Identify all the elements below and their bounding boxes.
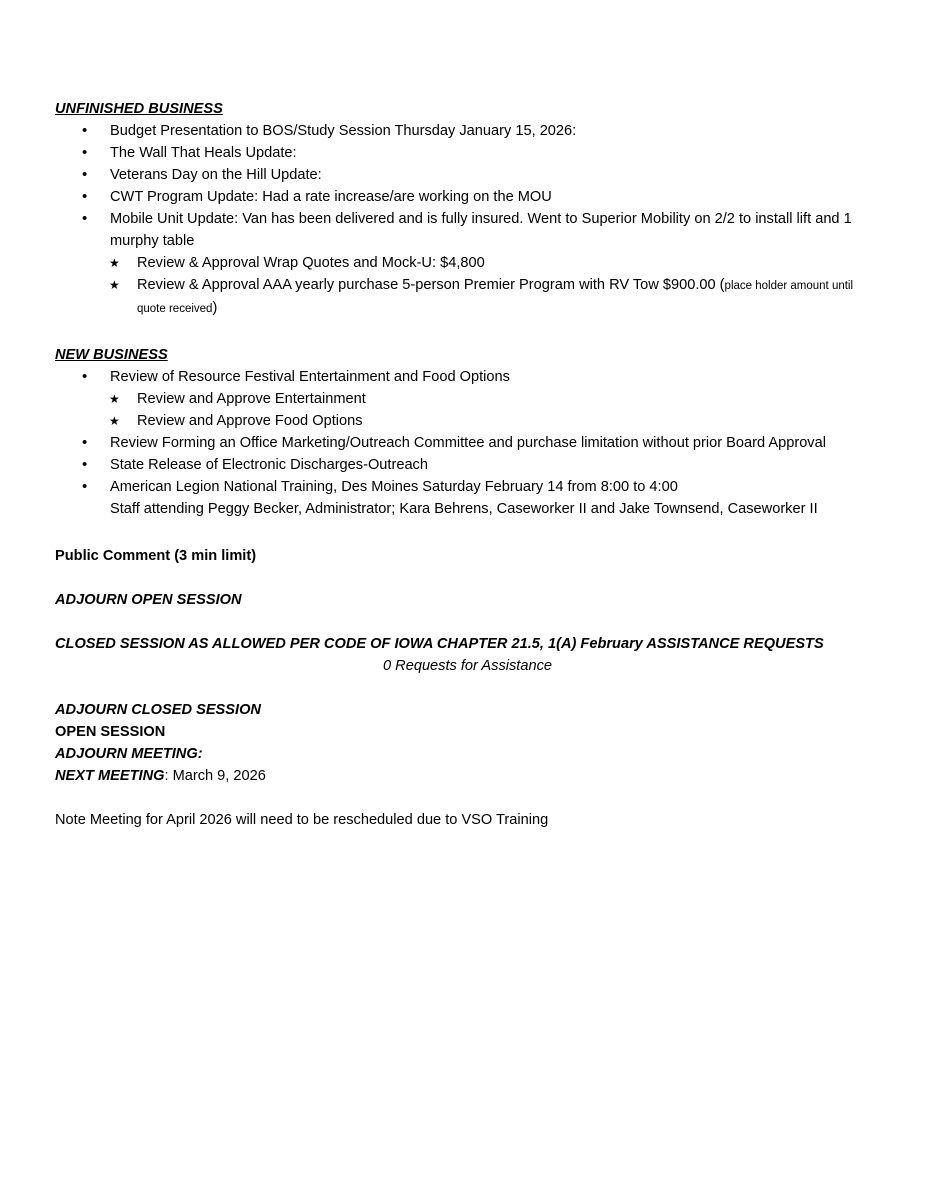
closed-session-title: CLOSED SESSION AS ALLOWED PER CODE OF IOWA CHAPTER 21.5, 1(A) February ASSISTANCE REQUESTS bbox=[55, 636, 824, 652]
list-item: • CWT Program Update: Had a rate increase/are working on the MOU bbox=[55, 186, 885, 208]
placeholder-note-close: ) bbox=[212, 300, 218, 316]
open-session: OPEN SESSION bbox=[55, 724, 166, 740]
festival-sublist bbox=[55, 388, 885, 432]
adjourn-meeting: ADJOURN MEETING: bbox=[55, 746, 203, 762]
list-item: • Review of Resource Festival Entertainment and Food Options bbox=[55, 366, 885, 388]
new-business-heading: NEW BUSINESS bbox=[55, 347, 168, 363]
new-business-list bbox=[55, 366, 885, 388]
unfinished-business-list bbox=[55, 120, 885, 252]
next-meeting-label: NEXT MEETING bbox=[55, 768, 165, 784]
list-item: • Mobile Unit Update: Van has been delivered and is fully insured. Went to Superior Mobility on 2/2 to install lift and 1 murphy table bbox=[55, 208, 885, 252]
next-meeting-date: : March 9, 2026 bbox=[164, 768, 266, 784]
list-item: • Budget Presentation to BOS/Study Session Thursday January 15, 2026: bbox=[55, 120, 885, 142]
list-item: • Review Forming an Office Marketing/Outreach Committee and purchase limitation without prior Board Approval bbox=[55, 432, 885, 454]
list-item: • Veterans Day on the Hill Update: bbox=[55, 164, 885, 186]
star-item-text: Review & Approval AAA yearly purchase 5-person Premier Program with RV Tow $900.00 ( bbox=[137, 277, 725, 293]
new-business-list-continued bbox=[55, 432, 885, 520]
list-item bbox=[55, 476, 885, 520]
star-item: ★ Review and Approve Food Options bbox=[55, 410, 885, 432]
unfinished-business-section bbox=[55, 98, 885, 320]
star-item bbox=[55, 274, 885, 320]
legion-line-1: American Legion National Training, Des Moines Saturday February 14 from 8:00 to 4:00 bbox=[110, 479, 678, 495]
closing-section bbox=[55, 699, 885, 787]
legion-line-2: Staff attending Peggy Becker, Administrator; Kara Behrens, Caseworker II and Jake Townsend, Caseworker II bbox=[110, 501, 818, 517]
placeholder-note: place holder amount until quote received bbox=[137, 280, 854, 315]
new-business-section bbox=[55, 344, 885, 520]
public-comment: Public Comment (3 min limit) bbox=[55, 548, 257, 564]
adjourn-closed-session: ADJOURN CLOSED SESSION bbox=[55, 702, 261, 718]
adjourn-open-session: ADJOURN OPEN SESSION bbox=[55, 592, 242, 608]
unfinished-business-heading: UNFINISHED BUSINESS bbox=[55, 101, 223, 117]
star-item: ★ Review and Approve Entertainment bbox=[55, 388, 885, 410]
list-item: • The Wall That Heals Update: bbox=[55, 142, 885, 164]
star-item: ★ Review & Approval Wrap Quotes and Mock-U: $4,800 bbox=[55, 252, 885, 274]
note: Note Meeting for April 2026 will need to be rescheduled due to VSO Training bbox=[55, 812, 549, 828]
closed-session-subtitle: 0 Requests for Assistance bbox=[383, 658, 552, 674]
next-meeting bbox=[55, 765, 885, 787]
mobile-unit-sublist bbox=[55, 252, 885, 320]
list-item: • State Release of Electronic Discharges-Outreach bbox=[55, 454, 885, 476]
